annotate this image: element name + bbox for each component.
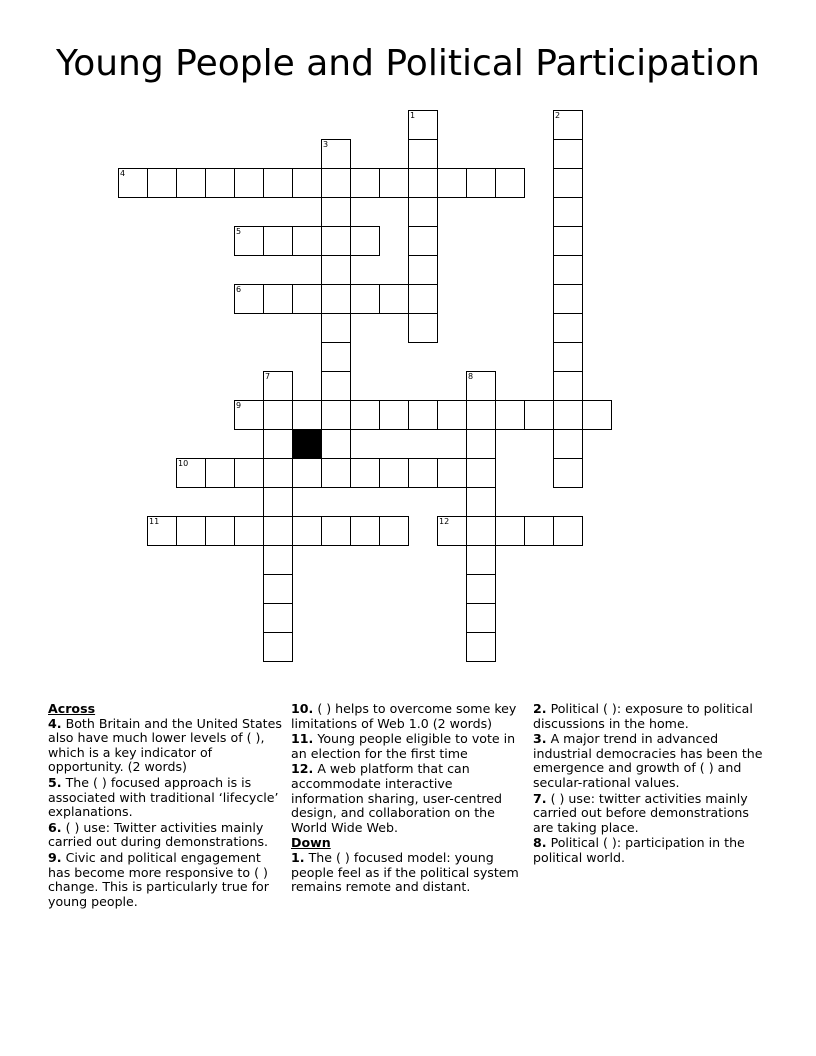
clue-text: Civic and political engagement has become more responsive to ( ) change. This is particularly true for young people. <box>48 849 269 909</box>
grid-cell[interactable] <box>350 284 380 314</box>
clue-number: 10. <box>291 701 314 716</box>
clue-item <box>291 762 523 835</box>
grid-cell[interactable] <box>553 110 583 140</box>
grid-cell[interactable] <box>321 458 351 488</box>
cell-number: 6 <box>236 285 242 294</box>
clue-number: 4. <box>48 715 62 731</box>
cell-number: 10 <box>178 459 189 468</box>
clue-item <box>533 836 765 865</box>
grid-cell[interactable] <box>263 429 293 459</box>
clues-column-1 <box>48 702 282 910</box>
grid-cell[interactable] <box>408 197 438 227</box>
clue-item <box>533 732 765 790</box>
grid-cell[interactable] <box>350 400 380 430</box>
grid-cell[interactable] <box>437 168 467 198</box>
grid-cell[interactable] <box>408 168 438 198</box>
clue-item <box>533 702 765 731</box>
grid-cell[interactable] <box>408 139 438 169</box>
grid-cell[interactable] <box>234 284 264 314</box>
grid-cell[interactable] <box>495 168 525 198</box>
clue-item <box>291 851 523 895</box>
grid-cell[interactable] <box>263 545 293 575</box>
grid-cell[interactable] <box>524 516 554 546</box>
grid-cell[interactable] <box>553 516 583 546</box>
clue-number: 9. <box>48 849 62 865</box>
clue-text: Young people eligible to vote in an election for the first time <box>291 731 516 761</box>
grid-cell[interactable] <box>408 255 438 285</box>
clue-item <box>48 851 282 909</box>
cell-number: 7 <box>265 372 271 381</box>
grid-cell[interactable] <box>292 226 322 256</box>
grid-cell[interactable] <box>553 371 583 401</box>
clue-item <box>533 792 765 836</box>
grid-cell[interactable] <box>553 400 583 430</box>
grid-cell[interactable] <box>350 226 380 256</box>
grid-cell[interactable] <box>408 313 438 343</box>
grid-cell[interactable] <box>553 226 583 256</box>
clue-text: ( ) helps to overcome some key limitations of Web 1.0 (2 words) <box>291 701 517 731</box>
grid-cell[interactable] <box>263 284 293 314</box>
grid-cell[interactable] <box>263 516 293 546</box>
grid-cell[interactable] <box>553 197 583 227</box>
clue-text: Political ( ): participation in the political world. <box>533 835 745 865</box>
grid-cell[interactable] <box>437 516 467 546</box>
clue-number: 12. <box>291 761 314 777</box>
clue-number: 1. <box>291 849 305 865</box>
grid-cell[interactable] <box>466 487 496 517</box>
grid-cell[interactable] <box>292 458 322 488</box>
grid-cell[interactable] <box>321 284 351 314</box>
cell-number: 12 <box>439 517 450 526</box>
grid-cell[interactable] <box>408 110 438 140</box>
grid-cell[interactable] <box>263 487 293 517</box>
grid-cell[interactable] <box>234 226 264 256</box>
clue-text: ( ) use: twitter activities mainly carried out before demonstrations are taking place. <box>533 790 749 835</box>
grid-cell[interactable] <box>379 284 409 314</box>
cell-number: 4 <box>120 169 126 178</box>
grid-cell[interactable] <box>321 255 351 285</box>
grid-cell[interactable] <box>263 603 293 633</box>
grid-cell[interactable] <box>437 458 467 488</box>
grid-cell[interactable] <box>263 574 293 604</box>
grid-cell[interactable] <box>263 226 293 256</box>
grid-cell[interactable] <box>553 458 583 488</box>
grid-cell[interactable] <box>466 516 496 546</box>
grid-cell[interactable] <box>321 400 351 430</box>
clue-text: ( ) use: Twitter activities mainly carried out during demonstrations. <box>48 819 269 850</box>
grid-cell[interactable] <box>408 284 438 314</box>
grid-cell[interactable] <box>524 400 554 430</box>
grid-cell[interactable] <box>292 284 322 314</box>
grid-cell[interactable] <box>553 342 583 372</box>
grid-cell[interactable] <box>553 255 583 285</box>
grid-cell[interactable] <box>321 313 351 343</box>
grid-cell[interactable] <box>292 516 322 546</box>
grid-cell[interactable] <box>263 371 293 401</box>
grid-cell[interactable] <box>466 458 496 488</box>
clue-number: 11. <box>291 731 314 747</box>
cell-number: 2 <box>555 111 561 120</box>
cell-number: 11 <box>149 517 160 526</box>
grid-cell[interactable] <box>147 168 177 198</box>
clue-number: 7. <box>533 790 547 806</box>
grid-cell[interactable] <box>350 516 380 546</box>
grid-cell[interactable] <box>553 284 583 314</box>
clue-number: 6. <box>48 819 62 835</box>
grid-cell[interactable] <box>234 400 264 430</box>
cell-number: 8 <box>468 372 474 381</box>
clue-text: The ( ) focused model: young people feel as if the political system remains remote and distant. <box>291 849 519 895</box>
grid-cell[interactable] <box>379 400 409 430</box>
grid-cell[interactable] <box>466 574 496 604</box>
grid-cell[interactable] <box>495 516 525 546</box>
grid-cell[interactable] <box>205 458 235 488</box>
grid-cell[interactable] <box>205 168 235 198</box>
grid-cell[interactable] <box>321 429 351 459</box>
across-heading: Across <box>48 701 96 716</box>
grid-cell[interactable] <box>321 371 351 401</box>
grid-cell[interactable] <box>321 342 351 372</box>
grid-cell[interactable] <box>263 458 293 488</box>
grid-cell[interactable] <box>466 429 496 459</box>
grid-cell[interactable] <box>205 516 235 546</box>
grid-cell[interactable] <box>147 516 177 546</box>
grid-cell[interactable] <box>553 139 583 169</box>
grid-cell[interactable] <box>495 400 525 430</box>
grid-cell[interactable] <box>176 168 206 198</box>
clue-text: The ( ) focused approach is is associated with traditional ‘lifecycle’ explanations. <box>48 774 279 820</box>
grid-cell[interactable] <box>292 400 322 430</box>
grid-cell[interactable] <box>350 458 380 488</box>
clue-item <box>48 717 282 775</box>
clue-number: 3. <box>533 731 547 747</box>
black-square <box>292 429 322 459</box>
cell-number: 5 <box>236 227 242 236</box>
grid-cell[interactable] <box>408 400 438 430</box>
clues-column-2 <box>291 702 523 896</box>
grid-cell[interactable] <box>234 516 264 546</box>
clue-number: 5. <box>48 774 62 790</box>
grid-cell[interactable] <box>263 168 293 198</box>
grid-cell[interactable] <box>466 545 496 575</box>
grid-cell[interactable] <box>321 226 351 256</box>
clue-text: A web platform that can accommodate interactive information sharing, user-centred design, and collaboration on the World Wide Web. <box>291 761 503 835</box>
grid-cell[interactable] <box>553 429 583 459</box>
grid-cell[interactable] <box>466 168 496 198</box>
grid-cell[interactable] <box>234 458 264 488</box>
grid-cell[interactable] <box>321 516 351 546</box>
clue-number: 2. <box>533 701 547 716</box>
grid-cell[interactable] <box>292 168 322 198</box>
down-heading: Down <box>291 835 331 851</box>
grid-cell[interactable] <box>553 313 583 343</box>
clue-item <box>48 776 282 820</box>
clue-item <box>48 821 282 850</box>
cell-number: 1 <box>410 111 416 120</box>
grid-cell[interactable] <box>553 168 583 198</box>
grid-cell[interactable] <box>234 168 264 198</box>
clue-text: A major trend in advanced industrial democracies has been the emergence and growth of ( ) and secular-rational values. <box>533 731 763 790</box>
grid-cell[interactable] <box>466 371 496 401</box>
grid-cell[interactable] <box>350 168 380 198</box>
grid-cell[interactable] <box>437 400 467 430</box>
cell-number: 9 <box>236 401 242 410</box>
clue-item <box>291 702 523 731</box>
grid-cell[interactable] <box>379 458 409 488</box>
clue-item <box>291 732 523 761</box>
grid-cell[interactable] <box>263 400 293 430</box>
clue-number: 8. <box>533 835 547 851</box>
grid-cell[interactable] <box>379 168 409 198</box>
grid-cell[interactable] <box>118 168 148 198</box>
clues-column-3 <box>533 702 765 867</box>
grid-cell[interactable] <box>176 458 206 488</box>
grid-cell[interactable] <box>379 516 409 546</box>
clue-text: Both Britain and the United States also have much lower levels of ( ), which is a key indicator of opportunity. (2 words) <box>48 715 282 775</box>
grid-cell[interactable] <box>466 400 496 430</box>
grid-cell[interactable] <box>321 168 351 198</box>
grid-cell[interactable] <box>408 458 438 488</box>
clue-text: Political ( ): exposure to political discussions in the home. <box>533 701 753 731</box>
puzzle-title: Young People and Political Participation <box>56 43 760 84</box>
grid-cell[interactable] <box>582 400 612 430</box>
grid-cell[interactable] <box>466 632 496 662</box>
grid-cell[interactable] <box>466 603 496 633</box>
grid-cell[interactable] <box>408 226 438 256</box>
grid-cell[interactable] <box>263 632 293 662</box>
grid-cell[interactable] <box>321 139 351 169</box>
grid-cell[interactable] <box>321 197 351 227</box>
grid-cell[interactable] <box>176 516 206 546</box>
cell-number: 3 <box>323 140 329 149</box>
